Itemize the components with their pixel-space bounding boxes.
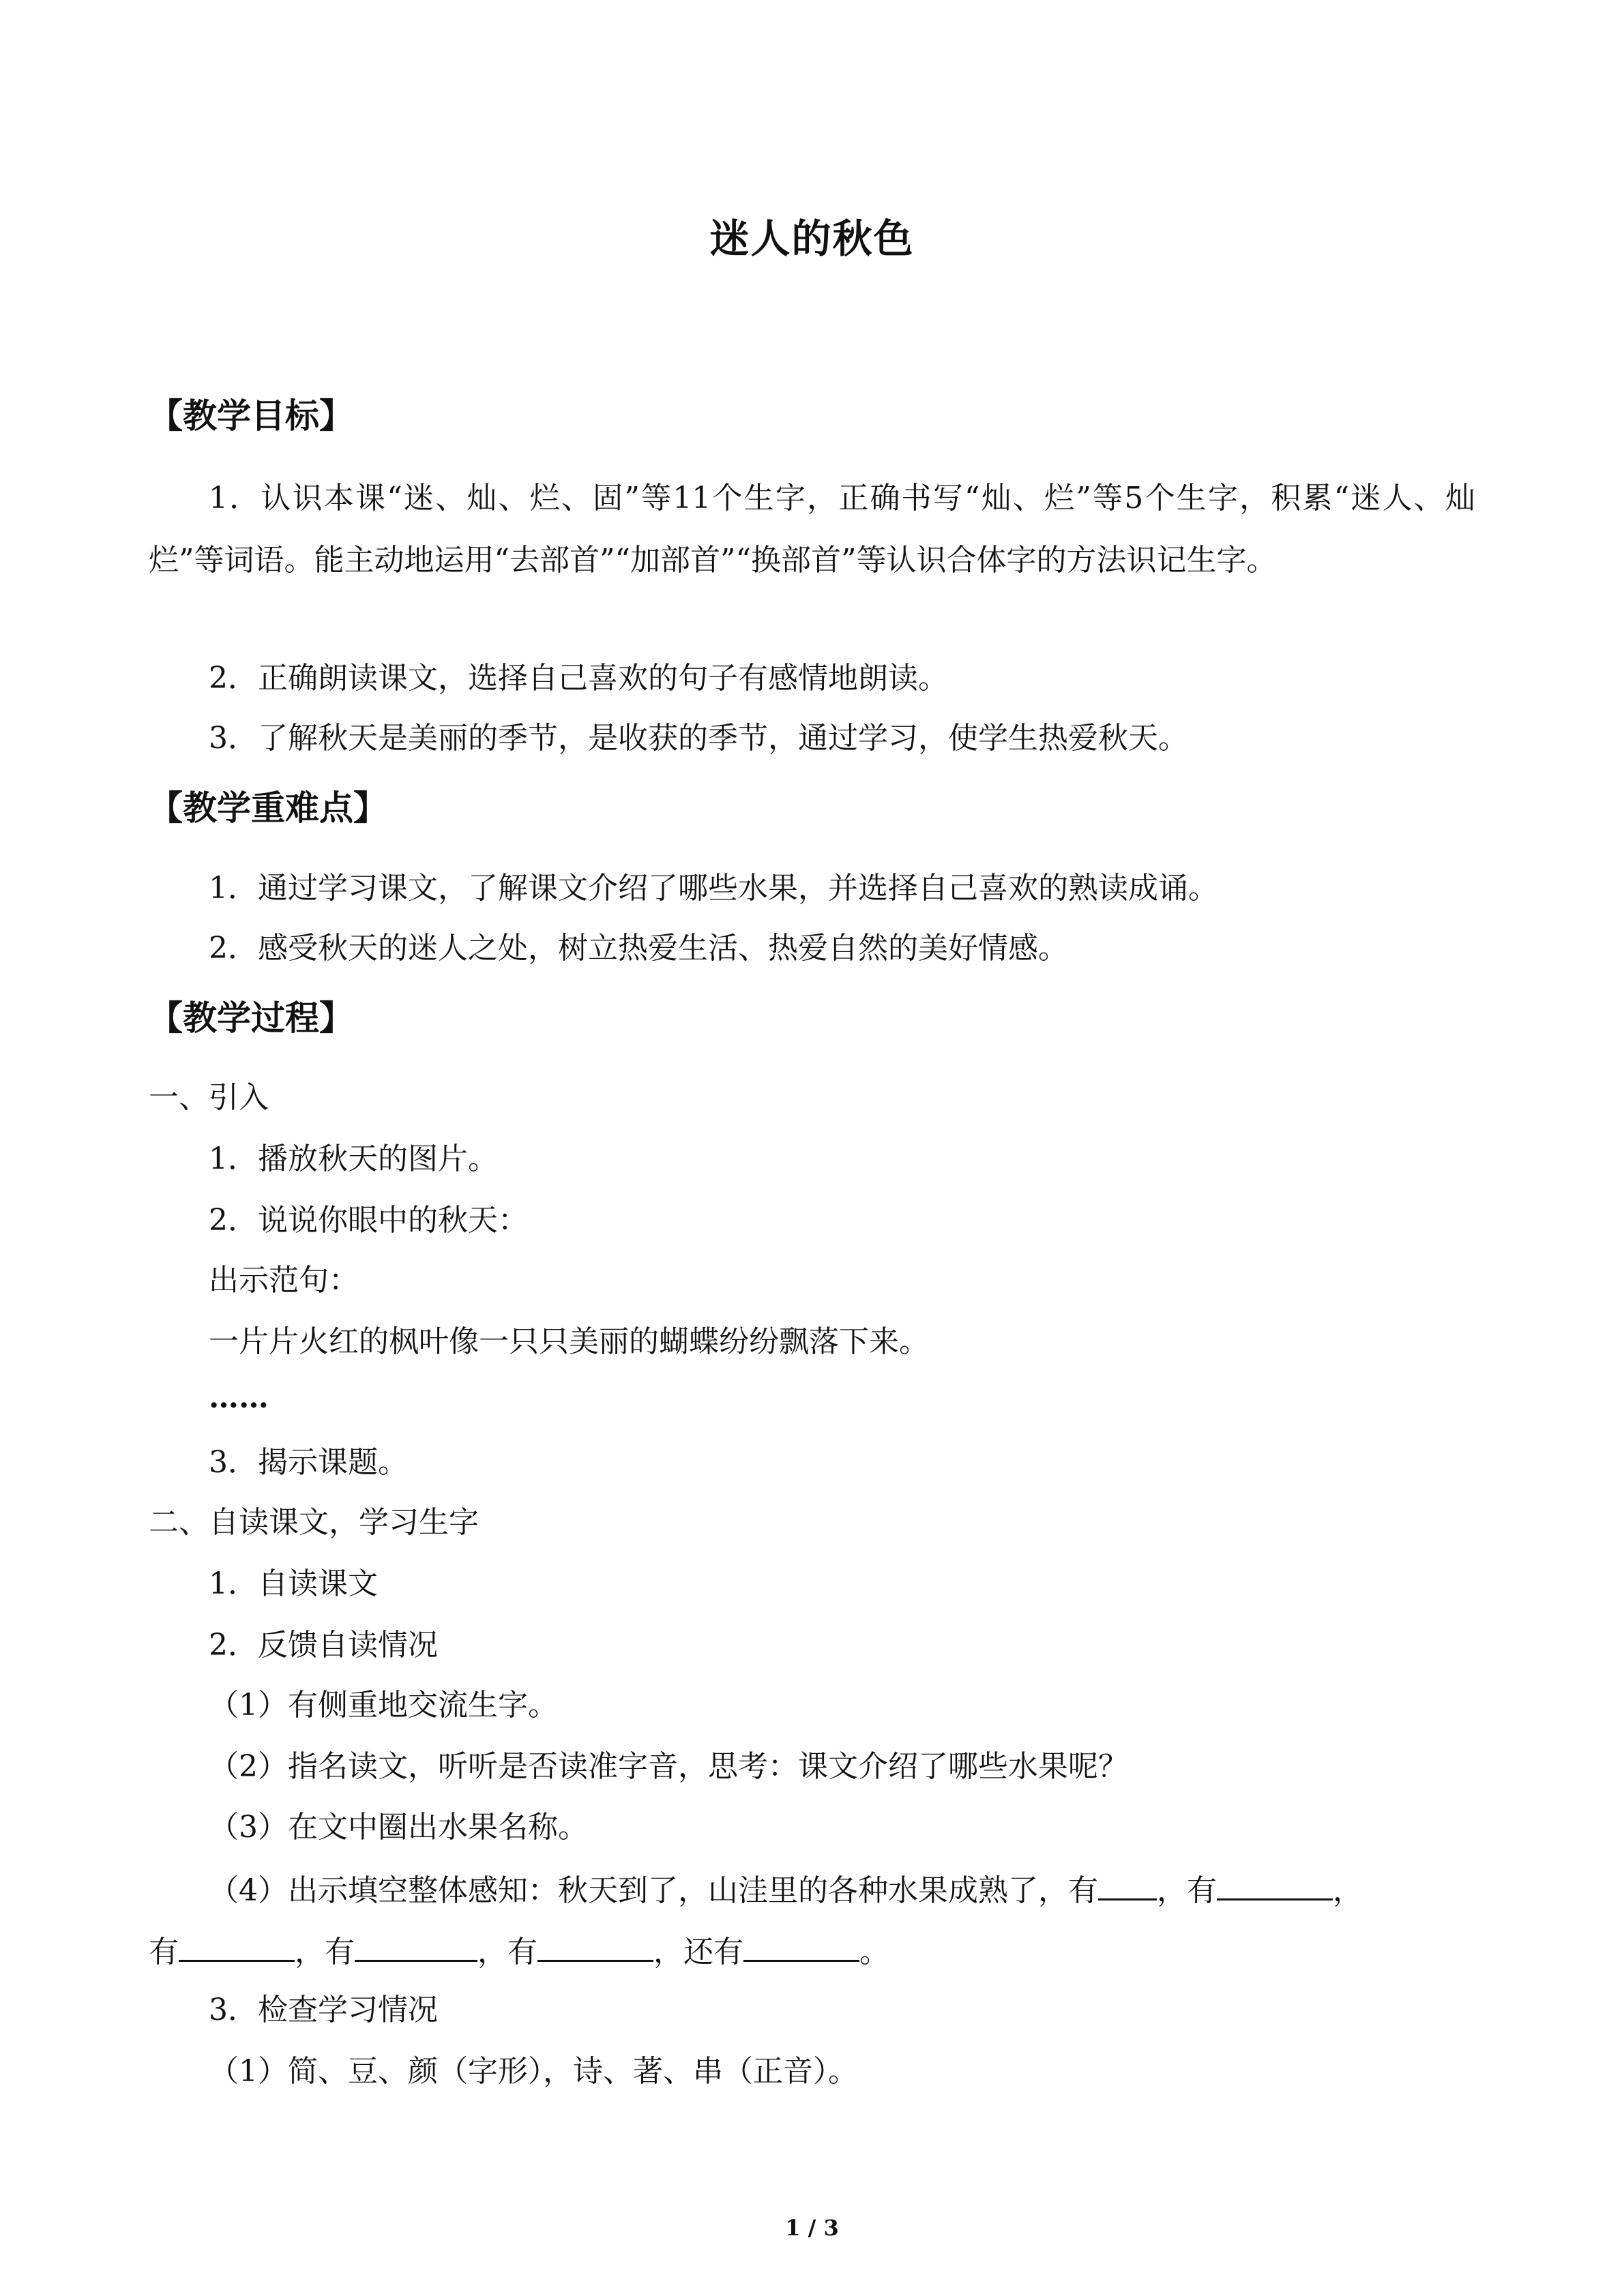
comma: ， (1157, 1873, 1187, 1908)
part2-subitem-2: （2）指名读文，听听是否读准字音，思考：课文介绍了哪些水果呢？ (209, 1749, 1128, 1784)
ellipsis: …… (209, 1380, 269, 1415)
comma: ， (653, 1935, 683, 1969)
comma: ， (1333, 1873, 1363, 1908)
answer-blank[interactable] (1098, 1868, 1157, 1900)
fill-blank-intro: （4）出示填空整体感知：秋天到了，山洼里的各种水果成熟了，有 (209, 1873, 1098, 1908)
you-label: 有 (507, 1935, 537, 1969)
part2-subitem-1: （1）有侧重地交流生字。 (209, 1688, 558, 1723)
answer-blank[interactable] (179, 1930, 295, 1962)
page-title: 迷人的秋色 (709, 215, 915, 262)
part2-item-2: 2．反馈自读情况 (209, 1628, 438, 1663)
you-label: 有 (1187, 1873, 1217, 1908)
answer-blank[interactable] (1217, 1868, 1333, 1900)
you-label: 有 (325, 1935, 355, 1969)
page-number: 1 / 3 (785, 2215, 839, 2241)
part1-title: 一、引入 (149, 1080, 269, 1115)
answer-blank[interactable] (537, 1930, 653, 1962)
you-label: 有 (149, 1935, 179, 1969)
part2-subitem-3: （3）在文中圈出水果名称。 (209, 1810, 588, 1845)
objectives-heading: 【教学目标】 (149, 396, 353, 436)
objective-2: 2．正确朗读课文，选择自己喜欢的句子有感情地朗读。 (209, 661, 948, 696)
answer-blank[interactable] (743, 1930, 859, 1962)
period: 。 (859, 1935, 889, 1969)
check-item-1: （1）简、豆、颜（字形），诗、著、串（正音）。 (209, 2054, 858, 2089)
part1-item-2: 2．说说你眼中的秋天： (209, 1203, 528, 1238)
comma: ， (295, 1935, 325, 1969)
part2-title: 二、自读课文，学习生字 (149, 1505, 479, 1540)
part1-item-1: 1．播放秋天的图片。 (209, 1142, 498, 1176)
fill-blank-line-2 (149, 1930, 889, 1973)
answer-blank[interactable] (355, 1930, 477, 1962)
objective-1: 1．认识本课“迷、灿、烂、固”等11个生字，正确书写“灿、烂”等5个生字，积累“迷人、灿烂”等词语。能主动地运用“去部首”“加部首”“换部首”等认识合体字的方法识记生字。 (149, 481, 1475, 578)
process-heading: 【教学过程】 (149, 998, 353, 1038)
example-sentence: 一片片火红的枫叶像一只只美丽的蝴蝶纷纷飘落下来。 (209, 1324, 929, 1359)
part2-item-1: 1．自读课文 (209, 1566, 378, 1601)
keypoint-1: 1．通过学习课文，了解课文介绍了哪些水果，并选择自己喜欢的熟读成诵。 (209, 871, 1218, 906)
keypoints-heading: 【教学重难点】 (149, 788, 387, 828)
keypoint-2: 2．感受秋天的迷人之处，树立热爱生活、热爱自然的美好情感。 (209, 931, 1068, 966)
comma: ， (477, 1935, 507, 1969)
still-has-label: 还有 (683, 1935, 743, 1969)
part1-item-4: 3．揭示课题。 (209, 1445, 408, 1480)
part1-item-3: 出示范句： (209, 1263, 359, 1298)
check-title: 3．检查学习情况 (209, 1993, 438, 2027)
objective-3: 3．了解秋天是美丽的季节，是收获的季节，通过学习，使学生热爱秋天。 (209, 721, 1188, 756)
fill-blank-line-1 (209, 1868, 1363, 1911)
